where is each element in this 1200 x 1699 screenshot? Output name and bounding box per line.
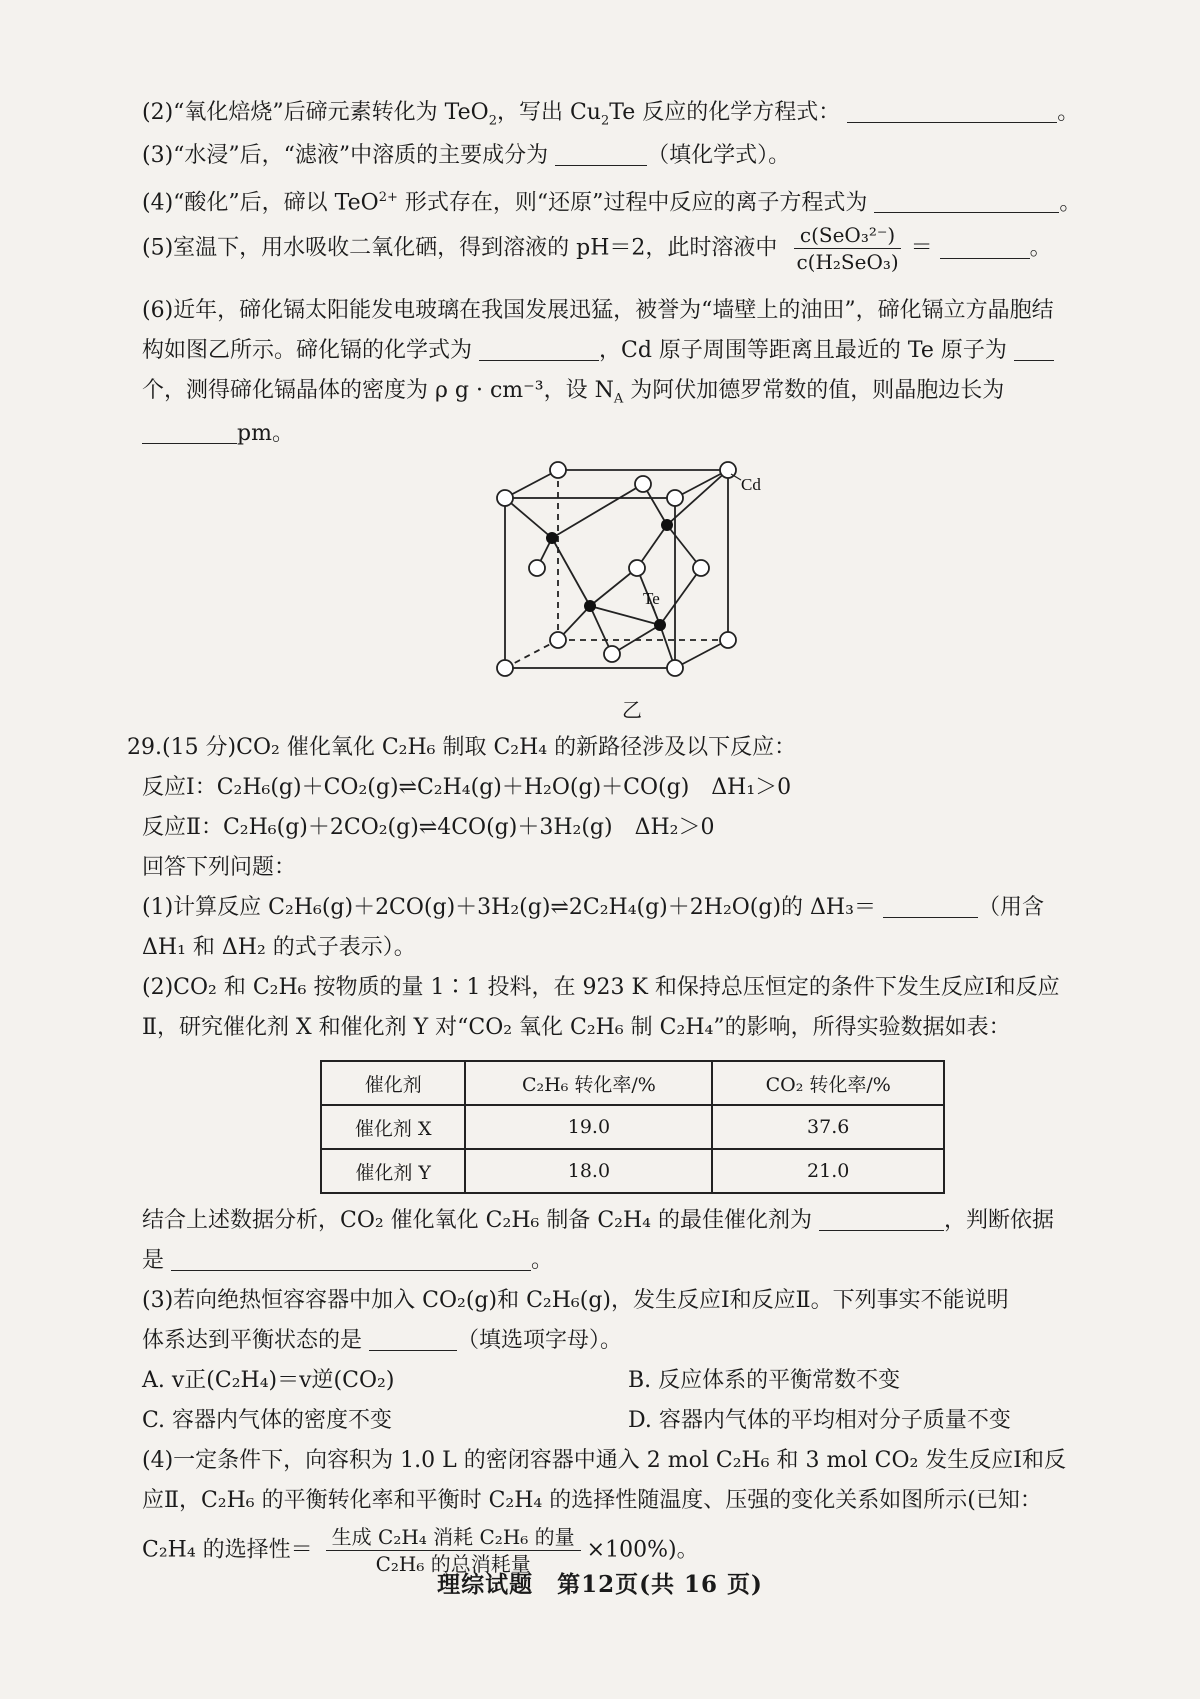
table-cell: 37.6 xyxy=(712,1105,944,1149)
table-header: 催化剂 xyxy=(321,1061,465,1105)
table-header: CO₂ 转化率/% xyxy=(712,1061,944,1105)
question-29-3-line-2: 体系达到平衡状态的是 （填选项字母）。 xyxy=(142,1328,623,1353)
page-footer: 理综试题 第12页(共 16 页) xyxy=(437,1571,763,1598)
table-row xyxy=(321,1105,944,1149)
option-c[interactable]: C. 容器内气体的密度不变 xyxy=(142,1408,393,1433)
answer-blank[interactable] xyxy=(940,236,1030,259)
question-5: (5)室温下，用水吸收二氧化硒，得到溶液的 pH＝2，此时溶液中 $\frac{\text{c(SeO₃²⁻)}}{\text{c(H₂SeO₃)}}$ ＝ 。 xyxy=(142,223,1052,274)
question-29-header: 29.(15 分)CO₂ 催化氧化 C₂H₆ 制取 C₂H₄ 的新路径涉及以下反应： xyxy=(127,735,797,760)
answer-blank[interactable] xyxy=(1014,338,1054,361)
svg-text:Cd: Cd xyxy=(741,475,761,494)
selectivity-fraction: $\frac{\text{生成 C₂H₄ 消耗 C₂H₆ 的量}}{\text{C₂H₆ 的总消耗量}}$ xyxy=(326,1524,581,1577)
answer-prompt: 回答下列问题： xyxy=(142,855,297,880)
question-2: (2)“氧化焙烧”后碲元素转化为 TeO$_2$，写出 $Cu_2Te$ 反应的化学方程式： 。 xyxy=(142,100,1080,129)
catalyst-table xyxy=(320,1060,945,1194)
answer-blank[interactable] xyxy=(142,421,237,444)
option-b[interactable]: B. 反应体系的平衡常数不变 xyxy=(628,1368,901,1393)
concentration-ratio: $\frac{\text{c(SeO₃²⁻)}}{\text{c(H₂SeO₃)}}$ xyxy=(790,222,904,275)
option-d[interactable]: D. 容器内气体的平均相对分子质量不变 xyxy=(628,1408,1011,1433)
answer-blank[interactable] xyxy=(819,1208,944,1231)
table-header-row xyxy=(321,1061,944,1105)
question-6-line-4: pm。 xyxy=(142,419,1125,449)
answer-blank[interactable] xyxy=(479,338,599,361)
cdte-unit-cell-figure xyxy=(495,458,761,693)
question-29-1-cont: ΔH₁ 和 ΔH₂ 的式子表示）。 xyxy=(142,935,416,960)
question-6-line-2: 构如图乙所示。碲化镉的化学式为 ，Cd 原子周围等距离且最近的 Te 原子为 xyxy=(142,336,1125,366)
answer-blank[interactable] xyxy=(171,1248,531,1271)
question-29-4-line-2: 应Ⅱ，C₂H₆ 的平衡转化率和平衡时 C₂H₄ 的选择性随温度、压强的变化关系如图所示(已知： xyxy=(142,1488,1042,1513)
answer-blank[interactable] xyxy=(874,190,1059,213)
reaction-2: 反应Ⅱ：C₂H₆(g)＋2CO₂(g)⇌4CO(g)＋3H₂(g) ΔH₂＞0 xyxy=(142,815,715,840)
question-29-4-line-3: C₂H₄ 的选择性＝ $\frac{\text{生成 C₂H₄ 消耗 C₂H₆ 的量}}{\text{C₂H₆ 的总消耗量}}$ ×100%)。 xyxy=(142,1525,699,1576)
reaction-1: 反应Ⅰ：C₂H₆(g)＋CO₂(g)⇌C₂H₄(g)＋H₂O(g)＋CO(g) ΔH₁＞0 xyxy=(142,775,792,800)
question-29-3-line-1: (3)若向绝热恒容容器中加入 CO₂(g)和 C₂H₆(g)，发生反应Ⅰ和反应Ⅱ。下列事实不能说明 xyxy=(142,1288,1009,1313)
question-29-4-line-1: (4)一定条件下，向容积为 1.0 L 的密闭容器中通入 2 mol C₂H₆ 和 3 mol CO₂ 发生反应Ⅰ和反 xyxy=(142,1448,1067,1473)
question-29-2-line-2: Ⅱ，研究催化剂 X 和催化剂 Y 对“CO₂ 氧化 C₂H₆ 制 C₂H₄”的影响，所得实验数据如表： xyxy=(142,1015,1011,1040)
question-3: (3)“水浸”后，“滤液”中溶质的主要成分为 （填化学式）。 xyxy=(142,143,791,168)
table-cell: 18.0 xyxy=(465,1149,712,1193)
table-row xyxy=(321,1149,944,1193)
table-cell: 催化剂 Y xyxy=(321,1149,465,1193)
table-header: C₂H₆ 转化率/% xyxy=(465,1061,712,1105)
answer-blank[interactable] xyxy=(847,100,1057,123)
table-cell: 21.0 xyxy=(712,1149,944,1193)
table-cell: 19.0 xyxy=(465,1105,712,1149)
answer-blank[interactable] xyxy=(555,143,647,166)
question-29-2-line-3: 结合上述数据分析，CO₂ 催化氧化 C₂H₆ 制备 C₂H₄ 的最佳催化剂为 ，判断依据 xyxy=(142,1208,1054,1233)
question-29-2-line-4: 是 。 xyxy=(142,1248,554,1273)
answer-blank[interactable] xyxy=(369,1328,457,1351)
question-29-2-line-1: (2)CO₂ 和 C₂H₆ 按物质的量 1∶1 投料，在 923 K 和保持总压恒定的条件下发生反应Ⅰ和反应 xyxy=(142,975,1060,1000)
option-a[interactable]: A. v正(C₂H₄)＝v逆(CO₂) xyxy=(142,1368,395,1393)
question-6-line-3: 个，测得碲化镉晶体的密度为 ρ g · cm⁻³，设 $N_A$ 为阿伏加德罗常数的值，则晶胞边长为 xyxy=(142,378,1005,407)
question-6-line-1: (6)近年，碲化镉太阳能发电玻璃在我国发展迅猛，被誉为“墙壁上的油田”，碲化镉立方晶胞结 xyxy=(142,298,1054,323)
question-29-1: (1)计算反应 C₂H₆(g)＋2CO(g)＋3H₂(g)⇌2C₂H₄(g)＋2H₂O(g)的 ΔH₃＝ （用含 xyxy=(142,895,1044,920)
figure-caption: 乙 xyxy=(622,698,642,722)
table-cell: 催化剂 X xyxy=(321,1105,465,1149)
answer-blank[interactable] xyxy=(883,895,978,918)
svg-text:Te: Te xyxy=(643,589,660,608)
question-4: (4)“酸化”后，碲以 TeO$^{2+}$ 形式存在，则“还原”过程中反应的离子方程式为 。 xyxy=(142,190,1082,216)
